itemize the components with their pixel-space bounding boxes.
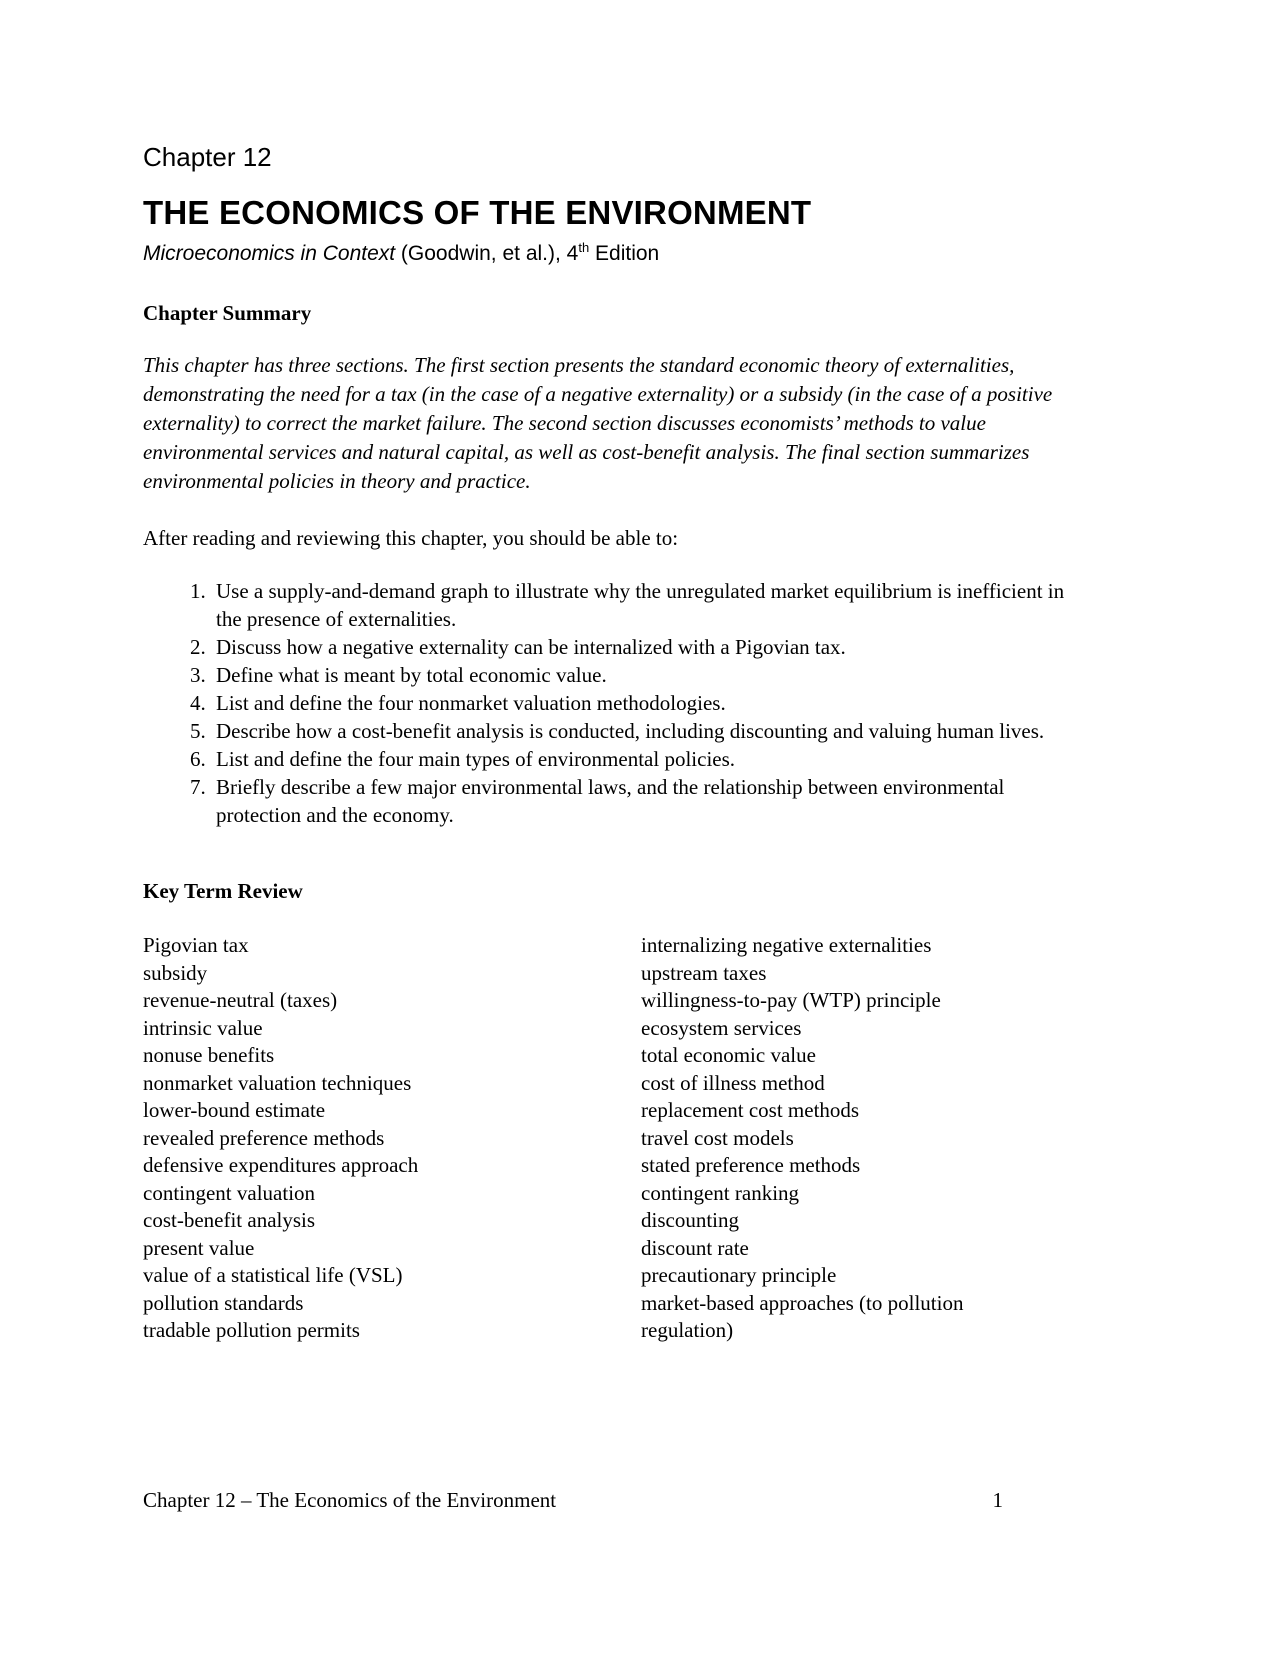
key-term: contingent valuation: [143, 1180, 316, 1205]
key-term: nonuse benefits: [143, 1043, 275, 1067]
key-term: replacement cost methods: [641, 1098, 860, 1122]
key-term: travel cost models: [641, 1125, 794, 1150]
key-term: total economic value: [641, 1043, 816, 1067]
key-term: cost-benefit analysis: [143, 1208, 316, 1232]
objective-item: 7. Briefly describe a few major environmental laws, and the relationship between environmental protection and the economy.: [211, 773, 1071, 829]
key-term: defensive expenditures approach: [143, 1153, 419, 1177]
key-term: Pigovian tax: [143, 933, 249, 957]
key-terms-left-column: [143, 932, 641, 1345]
key-term: pollution standards: [143, 1290, 304, 1315]
subtitle-edition: Edition: [589, 242, 660, 265]
page-footer: [143, 1486, 1003, 1514]
key-term: present value: [143, 1235, 255, 1260]
key-term: willingness-to-pay (WTP) principle: [641, 988, 941, 1012]
key-term: ecosystem services: [641, 1015, 802, 1040]
chapter-summary-text: This chapter has three sections. The first section presents the standard economic theory of externalities, demonstrating the need for a tax (in the case of a negative externality) or a subsidy (in the case of a positive externality) to correct the market failure. The second section discusses economists’ methods to value environmental services and natural capital, as well as cost-benefit analysis. The final section summarizes environmental policies in theory and practice.: [143, 353, 1053, 493]
key-term: subsidy: [143, 960, 208, 985]
key-term-review-heading: Key Term Review: [143, 879, 303, 903]
subtitle-authors: (Goodwin, et al.), 4: [395, 242, 579, 265]
key-term: nonmarket valuation techniques: [143, 1070, 412, 1095]
subtitle-book-title: Microeconomics in Context: [143, 242, 396, 265]
footer-chapter-title: Chapter 12 – The Economics of the Environment: [143, 1488, 557, 1512]
key-term: internalizing negative externalities: [641, 933, 932, 957]
key-term: discounting: [641, 1208, 739, 1232]
objective-item: 5. Describe how a cost-benefit analysis is conducted, including discounting and valuing human lives.: [211, 717, 1071, 745]
key-term: tradable pollution permits: [143, 1318, 360, 1342]
chapter-label: Chapter 12: [143, 142, 272, 172]
key-term: precautionary principle: [641, 1263, 837, 1287]
key-term: lower-bound estimate: [143, 1098, 326, 1122]
key-terms-right-column: [641, 932, 1041, 1345]
objectives-intro: After reading and reviewing this chapter, you should be able to:: [143, 526, 679, 550]
key-term: contingent ranking: [641, 1180, 800, 1205]
key-terms-columns: [143, 932, 1071, 1345]
objective-item: 6. List and define the four main types of environmental policies.: [211, 745, 1071, 773]
chapter-summary-heading: Chapter Summary: [143, 301, 312, 325]
key-term: discount rate: [641, 1235, 749, 1260]
key-term: market-based approaches (to pollution regulation): [641, 1290, 964, 1342]
key-term: upstream taxes: [641, 960, 767, 985]
objective-item: 3. Define what is meant by total economic value.: [211, 661, 1071, 689]
page-content: [143, 0, 1071, 1345]
objective-item: 2. Discuss how a negative externality can be internalized with a Pigovian tax.: [211, 633, 1071, 661]
objective-item: 1. Use a supply-and-demand graph to illustrate why the unregulated market equilibrium is inefficient in the presence of externalities.: [211, 577, 1071, 633]
subtitle: [143, 241, 1071, 267]
key-term: revenue-neutral (taxes): [143, 988, 338, 1012]
key-term: stated preference methods: [641, 1153, 861, 1177]
page-title: THE ECONOMICS OF THE ENVIRONMENT: [143, 194, 812, 231]
objectives-list: [143, 577, 1071, 829]
objective-item: 4. List and define the four nonmarket valuation methodologies.: [211, 689, 1071, 717]
key-term: intrinsic value: [143, 1015, 263, 1040]
subtitle-edition-ordinal: th: [578, 240, 590, 255]
key-term: value of a statistical life (VSL): [143, 1263, 403, 1287]
key-term: revealed preference methods: [143, 1125, 385, 1150]
key-term: cost of illness method: [641, 1070, 825, 1095]
footer-page-number: 1: [992, 1488, 1003, 1512]
